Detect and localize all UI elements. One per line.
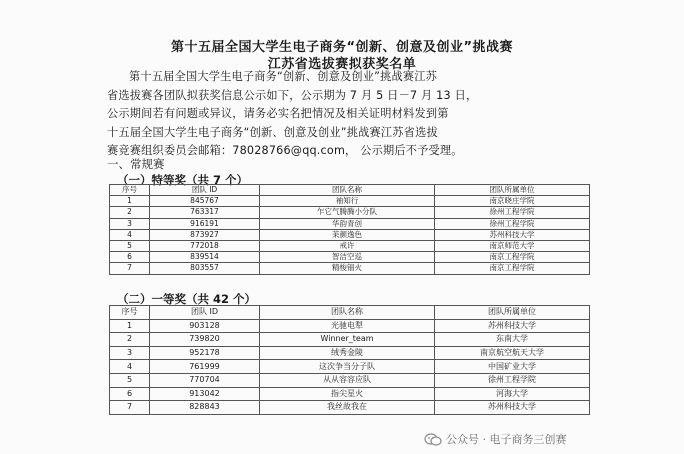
table-cell: 徐州工程学院: [435, 218, 590, 229]
table-cell: 南京师范大学: [435, 240, 590, 251]
table-cell: 精梭钿火: [260, 263, 435, 274]
table-cell: 5: [110, 240, 150, 251]
table-cell: 5: [110, 373, 150, 387]
table-row: [110, 333, 590, 347]
table-cell: 乍它气腾腾小分队: [260, 207, 435, 218]
table-cell: 803557: [150, 263, 260, 274]
table-cell: 873927: [150, 229, 260, 240]
table-cell: 光驰电犁: [260, 319, 435, 333]
table-cell: 东南大学: [435, 333, 590, 347]
table-cell: 6: [110, 252, 150, 263]
column-header: 团队所属单位: [435, 185, 590, 196]
column-header: 团队 ID: [150, 185, 260, 196]
table-cell: 苏州科技大学: [435, 401, 590, 415]
table-cell: 我丝故我在: [260, 401, 435, 415]
paragraph-line: 十五届全国大学生电子商务“创新、创意及创业”挑战赛江苏省选拔: [107, 125, 438, 139]
table-cell: 南京航空航天大学: [435, 346, 590, 360]
table-cell: Winner_team: [260, 333, 435, 347]
table-cell: 南京工程学院: [435, 252, 590, 263]
table-row: [110, 346, 590, 360]
column-header: 团队名称: [260, 185, 435, 196]
table-cell: 952178: [150, 346, 260, 360]
table-cell: 河海大学: [435, 387, 590, 401]
table-cell: 4: [110, 360, 150, 374]
table-cell: 2: [110, 333, 150, 347]
table-cell: 761999: [150, 360, 260, 374]
table-cell: 苿颜逸色: [260, 229, 435, 240]
table-row: [110, 263, 590, 274]
column-header: 序号: [110, 185, 150, 196]
table-cell: 1: [110, 319, 150, 333]
table-row: [110, 387, 590, 401]
table-cell: 3: [110, 218, 150, 229]
table-cell: 903128: [150, 319, 260, 333]
table-cell: 913042: [150, 387, 260, 401]
special-award-heading: （一）特等奖（共 7 个）: [117, 173, 249, 187]
table-cell: 763317: [150, 207, 260, 218]
table-cell: 845767: [150, 196, 260, 207]
table-row: [110, 319, 590, 333]
table-cell: 739820: [150, 333, 260, 347]
table-row: [110, 401, 590, 415]
document-title: 第十五届全国大学生电子商务“创新、创意及创业”挑战赛: [170, 40, 514, 55]
table-cell: 中国矿业大学: [435, 360, 590, 374]
section-title: 一、常规赛: [107, 157, 165, 171]
special-award-table: [109, 184, 590, 275]
table-cell: 从从容容应队: [260, 373, 435, 387]
column-header: 序号: [110, 306, 150, 320]
table-row: [110, 373, 590, 387]
table-cell: 南京晓庄学院: [435, 196, 590, 207]
table-cell: 徐州工程学院: [435, 207, 590, 218]
table-cell: 7: [110, 401, 150, 415]
paragraph-line: 赛竞赛组织委员会邮箱：78028766@qq.com， 公示期后不予受理。: [107, 144, 463, 157]
wechat-icon: [424, 433, 442, 446]
table-cell: 苏州科技大学: [435, 229, 590, 240]
table-row: [110, 196, 590, 207]
document-subtitle: 江苏省选拔赛拟获奖名单: [267, 57, 417, 72]
table-cell: 指尖星火: [260, 387, 435, 401]
table-cell: 2: [110, 207, 150, 218]
column-header: 团队名称: [260, 306, 435, 320]
table-cell: 1: [110, 196, 150, 207]
wechat-watermark: [424, 431, 567, 447]
table-row: [110, 360, 590, 374]
table-header-row: [110, 306, 590, 320]
announcement-paragraph: [107, 68, 585, 161]
paragraph-line: 省选拔赛各团队拟获奖信息公示如下，公示期为 7 月 5 日－7 月 13 日，: [107, 88, 478, 102]
first-award-heading: （二）一等奖（共 42 个）: [117, 292, 257, 306]
table-cell: 7: [110, 263, 150, 274]
table-row: [110, 240, 590, 251]
table-cell: 6: [110, 387, 150, 401]
table-cell: 这次争当分子队: [260, 360, 435, 374]
table-cell: 772018: [150, 240, 260, 251]
table-cell: 戒许: [260, 240, 435, 251]
table-cell: 770704: [150, 373, 260, 387]
table-row: [110, 218, 590, 229]
table-cell: 南京工程学院: [435, 263, 590, 274]
table-cell: 3: [110, 346, 150, 360]
first-award-table: [109, 305, 590, 415]
table-cell: 袖知行: [260, 196, 435, 207]
table-cell: 828843: [150, 401, 260, 415]
table-cell: 4: [110, 229, 150, 240]
table-row: [110, 229, 590, 240]
paragraph-line: 第十五届全国大学生电子商务“创新、创意及创业”挑战赛江苏: [129, 70, 438, 83]
table-cell: 绒秀金陵: [260, 346, 435, 360]
table-cell: 916191: [150, 218, 260, 229]
table-row: [110, 207, 590, 218]
paragraph-line: 公示期间若有问题或异议，请务必实名把情况及相关证明材料发到第: [107, 107, 449, 120]
table-cell: 智洁空巡: [260, 252, 435, 263]
table-cell: 华韵青创: [260, 218, 435, 229]
table-cell: 徐州工程学院: [435, 373, 590, 387]
column-header: 团队 ID: [150, 306, 260, 320]
table-row: [110, 252, 590, 263]
table-header-row: [110, 185, 590, 196]
watermark-text: 公众号 · 电子商务三创赛: [446, 433, 567, 446]
table-cell: 839514: [150, 252, 260, 263]
table-cell: 苏州科技大学: [435, 319, 590, 333]
column-header: 团队所属单位: [435, 306, 590, 320]
